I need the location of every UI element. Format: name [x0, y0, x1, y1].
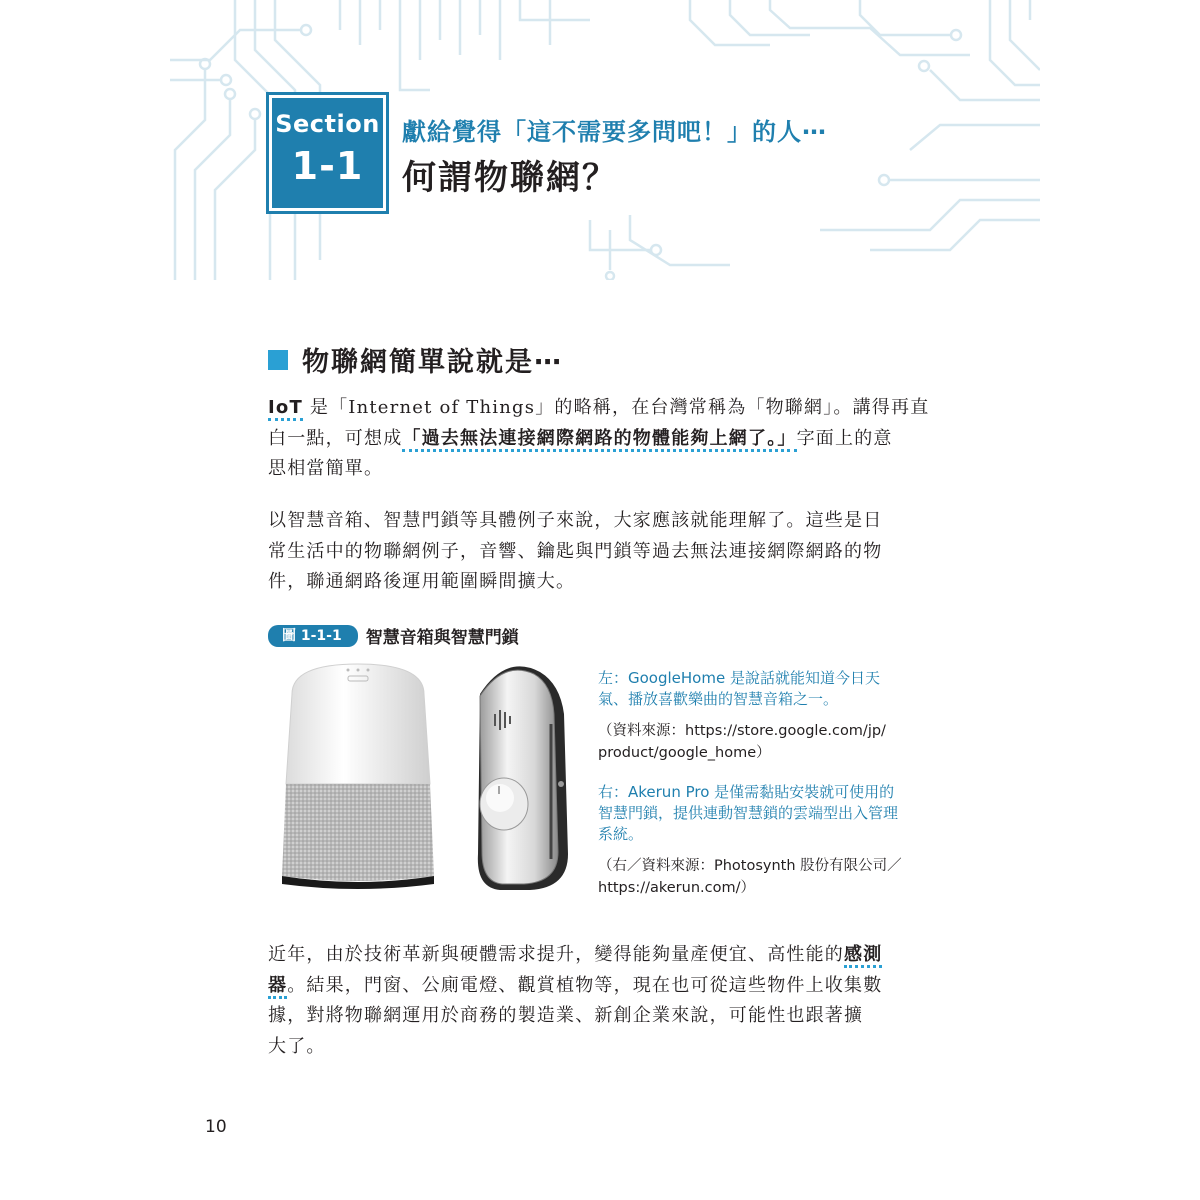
section-badge: [268, 94, 387, 212]
subheading: [268, 340, 563, 379]
section-label: Section: [275, 110, 380, 138]
paragraph-text: 白一點，可想成: [268, 427, 403, 449]
sensor-term: 器: [268, 975, 287, 999]
google-home-speaker-image: [282, 664, 434, 889]
left-note: 左：GoogleHome 是說話就能知道今日天: [598, 669, 880, 687]
right-note: 系統。: [598, 825, 644, 843]
paragraph-text: 大了。: [268, 1035, 326, 1057]
paragraph-text: 是「Internet of Things」的略稱，在台灣常稱為「物聯網」。講得再直: [302, 397, 930, 418]
figure-image: [268, 654, 578, 894]
paragraph-text: 常生活中的物聯網例子，音響、鑰匙與門鎖等過去無法連接網際網路的物: [268, 540, 883, 562]
paragraph-text: 思相當簡單。: [268, 458, 384, 479]
right-note: 智慧門鎖，提供連動智慧鎖的雲端型出入管理: [598, 804, 899, 822]
left-source: （資料來源：https://store.google.com/jp/: [598, 723, 886, 739]
left-note: 氣、播放喜歡樂曲的智慧音箱之一。: [598, 690, 839, 708]
paragraph-text: 近年，由於技術革新與硬體需求提升，變得能夠量產便宜、高性能的: [268, 944, 844, 965]
page-number: 10: [205, 1117, 227, 1137]
right-source: https://akerun.com/）: [598, 880, 755, 896]
right-source: （右／資料來源：Photosynth 股份有限公司／: [598, 858, 902, 874]
right-note: 右：Akerun Pro 是僅需黏貼安裝就可使用的: [598, 783, 895, 801]
akerun-smart-lock-image: [478, 666, 568, 890]
sensor-term: 感測: [844, 944, 882, 968]
figure-label: [268, 623, 519, 648]
paragraph-text: 字面上的意: [796, 427, 893, 449]
section-number: 1-1: [291, 144, 364, 188]
figure-caption: 智慧音箱與智慧門鎖: [365, 628, 519, 648]
subheading-text: 物聯網簡單說就是⋯: [302, 347, 563, 378]
figure-number-badge: 圖 1-1-1: [268, 625, 358, 647]
figure-notes: [598, 668, 913, 899]
section-subtitle: 獻給覺得「這不需要多問吧！」的人⋯: [402, 118, 827, 146]
paragraph-examples: [268, 506, 908, 598]
iot-term: IoT: [268, 397, 303, 421]
paragraph-text: 件，聯通網路後運用範圍瞬間擴大。: [268, 571, 576, 592]
paragraph-text: 以智慧音箱、智慧門鎖等具體例子來說，大家應該就能理解了。這些是日: [268, 510, 883, 531]
paragraph-text: 據，對將物聯網運用於商務的製造業、新創企業來說，可能性也跟著擴: [268, 1005, 864, 1026]
section-title: 何謂物聯網？: [402, 158, 618, 198]
square-bullet-icon: [268, 350, 288, 370]
paragraph-text: 。結果，門窗、公廁電燈、觀賞植物等，現在也可從這些物件上收集數: [287, 974, 883, 996]
left-source: product/google_home）: [598, 745, 771, 761]
paragraph-iot-definition: [268, 393, 930, 485]
emphasis-quote: 「過去無法連接網際網路的物體能夠上網了。」: [402, 428, 796, 452]
paragraph-sensors: [268, 940, 908, 1062]
